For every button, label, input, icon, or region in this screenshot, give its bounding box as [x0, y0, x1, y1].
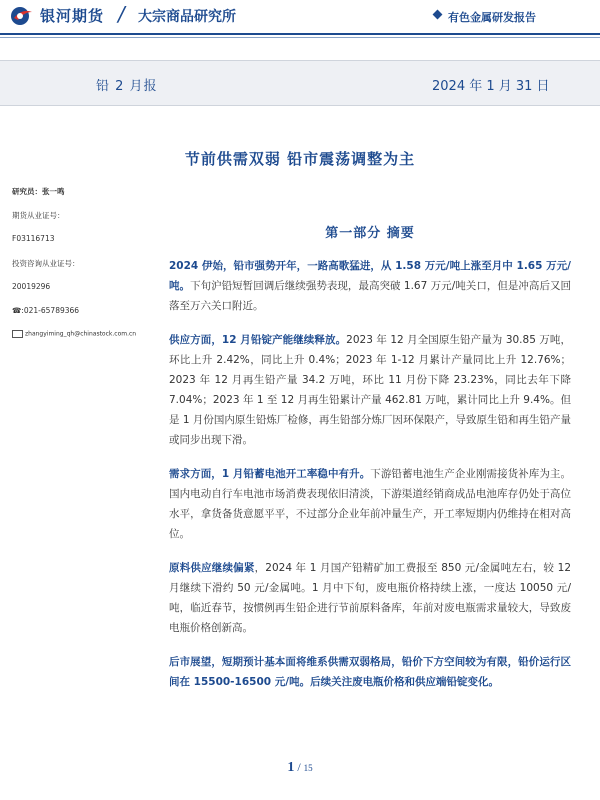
summary-paragraph [169, 464, 571, 544]
summary-paragraph [169, 256, 571, 316]
paragraph-lead: 供应方面，12 月铅锭产能继续释放。 [169, 334, 347, 346]
page-separator: / [294, 760, 304, 774]
summary-content [169, 256, 571, 706]
summary-paragraph [169, 558, 571, 638]
header-divider-thin [0, 37, 600, 38]
report-type: 有色金属研发报告 [448, 11, 536, 24]
brand-name: 银河期货 [40, 7, 105, 25]
total-pages: 15 [303, 763, 313, 773]
email-line[interactable] [12, 330, 136, 338]
paragraph-lead: 需求方面，1 月铅蓄电池开工率稳中有升。 [169, 468, 371, 480]
paragraph-body: 2023 年 12 月全国原生铅产量为 30.85 万吨，环比上升 2.42%，同比上升 0.4%；2023 年 1-12 月累计产量同比上升 12.76%；2023 年 12 月再生铅产量 34.2 万吨，环比 11 月份下降 23.23%，同比去年下降 7.04%；2023 年 1 至 12 月再生铅累计产量 462.81 万吨，累计同比上升 9.4%。但是 1 月份国内原生铅炼厂检修，再生铅部分炼厂因环保限产，导致原生铅和再生铅产量或同步出现下滑。 [169, 334, 571, 446]
report-title: 节前供需双弱 铅市震荡调整为主 [184, 150, 416, 168]
qualification-label: 期货从业证号： [12, 211, 65, 220]
report-info-band [0, 60, 600, 106]
email-address[interactable]: zhangyiming_qh@chinastock.com.cn [25, 330, 137, 338]
paragraph-lead: 原料供应继续偏紧 [169, 562, 255, 574]
paragraph-body: 下旬沪铅短暂回调后继续强势表现，最高突破 1.67 万元/吨关口，但是冲高后又回落至万六关口附近。 [169, 280, 572, 312]
summary-paragraph [169, 652, 571, 692]
mail-icon [12, 330, 23, 338]
page-number [0, 760, 600, 776]
diamond-icon [433, 10, 443, 20]
consult-label: 投资咨询从业证号： [12, 259, 80, 268]
brand-divider: / [118, 2, 125, 26]
researcher-name: 研究员：张一鸣 [12, 187, 65, 196]
galaxy-logo-icon [10, 6, 34, 26]
current-page: 1 [287, 760, 295, 775]
paragraph-body: 下游铅蓄电池生产企业刚需接货补库为主。国内电动自行车电池市场消费表现依旧清淡，下游渠道经销商成品电池库存仍处于高位水平，拿货备货意愿平平，不过部分企业年前冲量生产，开工率短期内仍维持在相对高位。 [169, 468, 571, 540]
paragraph-lead: 后市展望，短期预计基本面将维系供需双弱格局，铅价下方空间较为有限，铅价运行区间在 15500-16500 元/吨。后续关注废电瓶价格和供应端铅锭变化。 [169, 656, 571, 688]
phone-number: ☎:021-65789366 [12, 306, 80, 315]
consult-number: 20019296 [12, 282, 51, 291]
report-date: 2024 年 1 月 31 日 [432, 79, 550, 94]
summary-paragraph [169, 330, 571, 450]
paragraph-body: ，2024 年 1 月国产铅精矿加工费报至 850 元/金属吨左右，较 12 月继续下滑约 50 元/金属吨。1 月中下旬，废电瓶价格持续上涨，一度达 10050 元/吨，临近春节，按惯例再生铅企进行节前原料备库，年前对废电瓶需求量较大，导致废电瓶价格创新高。 [169, 562, 572, 634]
header-divider [0, 33, 600, 35]
paragraph-lead: 2024 伊始，铅市强势开年，一路高歌猛进，从 1.58 万元/吨上涨至月中 1.65 万元/吨。 [169, 260, 571, 292]
qualification-number: F03116713 [12, 234, 55, 243]
institute-name: 大宗商品研究所 [138, 9, 236, 25]
report-series: 铅 2 月报 [96, 79, 158, 94]
section-title: 第一部分 摘要 [325, 226, 415, 241]
report-header [0, 0, 600, 30]
